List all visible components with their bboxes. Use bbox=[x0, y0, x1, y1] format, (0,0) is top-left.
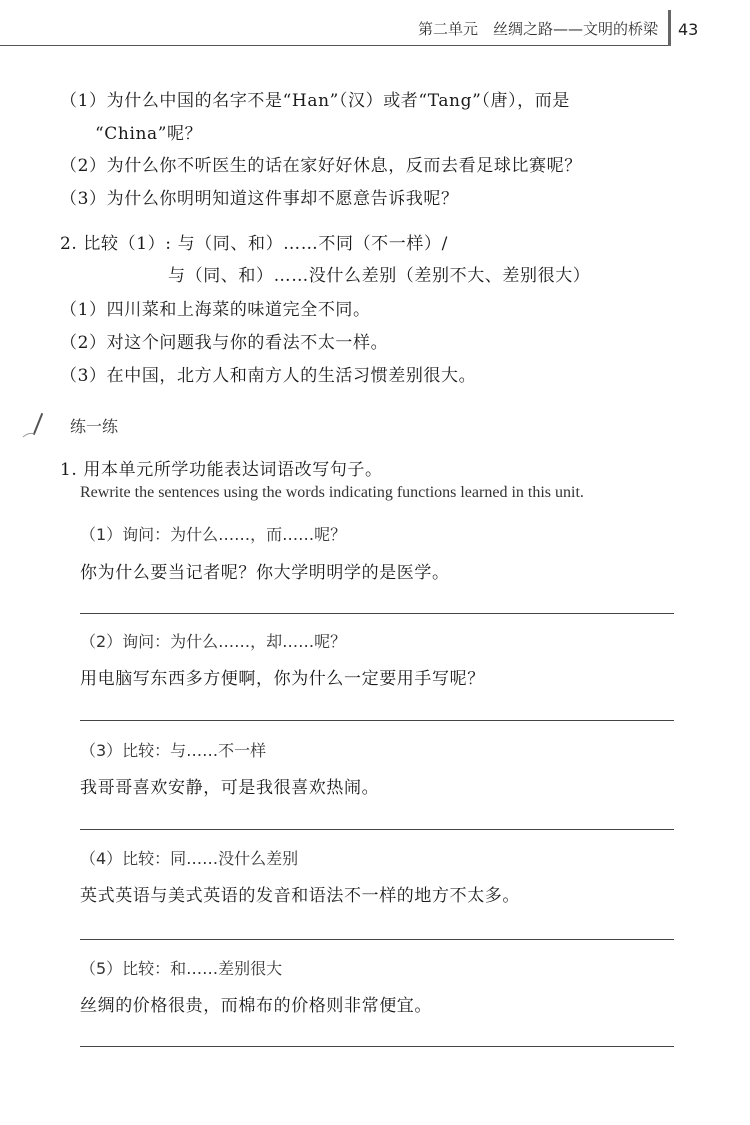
compare-item-2: （2）对这个问题我与你的看法不太一样。 bbox=[60, 333, 389, 353]
header-separator bbox=[668, 10, 671, 46]
exercise-english: Rewrite the sentences using the words indicating functions learned in this unit. bbox=[80, 484, 584, 501]
practice-title: 练一练 bbox=[70, 417, 119, 436]
exercise-2-prompt: （2）询问：为什么……，却……呢？ bbox=[80, 632, 347, 651]
exercise-4-sentence: 英式英语与美式英语的发音和语法不一样的地方不太多。 bbox=[80, 886, 520, 906]
exercise-4-prompt: （4）比较：同……没什么差别 bbox=[80, 849, 299, 868]
exercise-4-answer-line[interactable] bbox=[80, 939, 674, 940]
why-item-1-line2: “China”呢？ bbox=[95, 124, 203, 144]
page-number: 43 bbox=[678, 20, 699, 39]
header-rule bbox=[0, 45, 668, 46]
unit-title: 第二单元 丝绸之路——文明的桥梁 bbox=[417, 20, 658, 38]
compare-item-1: （1）四川菜和上海菜的味道完全不同。 bbox=[60, 300, 371, 320]
exercise-2-answer-line[interactable] bbox=[80, 720, 674, 721]
pencil-icon bbox=[20, 410, 54, 440]
exercise-3-answer-line[interactable] bbox=[80, 829, 674, 830]
exercise-title: 1. 用本单元所学功能表达词语改写句子。 bbox=[60, 460, 383, 480]
exercise-3-sentence: 我哥哥喜欢安静，可是我很喜欢热闹。 bbox=[80, 778, 380, 798]
compare-heading-line1: 2. 比较（1）: 与（同、和）……不同（不一样）/ bbox=[60, 234, 448, 254]
why-item-2: （2）为什么你不听医生的话在家好好休息，反而去看足球比赛呢？ bbox=[60, 156, 582, 176]
exercise-1-sentence: 你为什么要当记者呢？你大学明明学的是医学。 bbox=[80, 563, 450, 583]
exercise-2-sentence: 用电脑写东西多方便啊，你为什么一定要用手写呢？ bbox=[80, 669, 485, 689]
exercise-5-answer-line[interactable] bbox=[80, 1046, 674, 1047]
compare-item-3: （3）在中国，北方人和南方人的生活习惯差别很大。 bbox=[60, 366, 477, 386]
exercise-3-prompt: （3）比较：与……不一样 bbox=[80, 741, 267, 760]
why-item-1-line1: （1）为什么中国的名字不是“Han”（汉）或者“Tang”（唐），而是 bbox=[60, 91, 570, 111]
compare-heading-line2: 与（同、和）……没什么差别（差别不大、差别很大） bbox=[168, 266, 591, 286]
exercise-1-prompt: （1）询问：为什么……，而……呢？ bbox=[80, 525, 347, 544]
exercise-5-prompt: （5）比较：和……差别很大 bbox=[80, 959, 283, 978]
why-item-3: （3）为什么你明明知道这件事却不愿意告诉我呢？ bbox=[60, 189, 459, 209]
exercise-5-sentence: 丝绸的价格很贵，而棉布的价格则非常便宜。 bbox=[80, 996, 432, 1016]
exercise-1-answer-line[interactable] bbox=[80, 613, 674, 614]
